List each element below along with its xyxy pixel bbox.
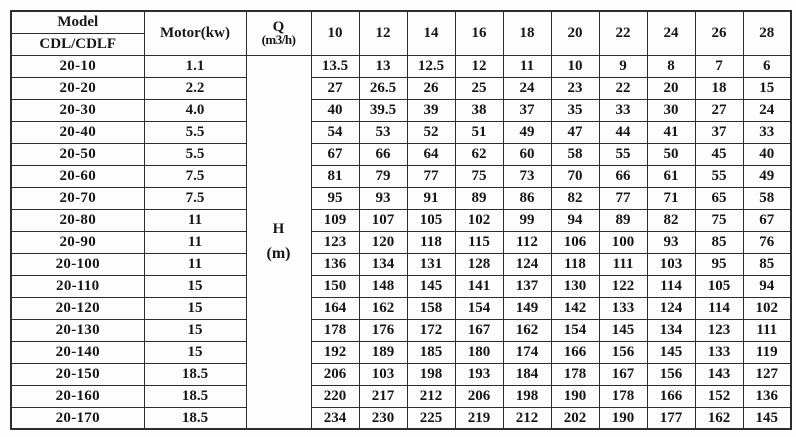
- head-value-cell: 114: [647, 275, 695, 297]
- table-row: [11, 385, 791, 407]
- motor-power-cell: 5.5: [144, 121, 246, 143]
- motor-power-cell: 4.0: [144, 99, 246, 121]
- column-header-flow-12: 12: [359, 11, 407, 55]
- head-value-cell: 189: [359, 341, 407, 363]
- head-value-cell: 39: [407, 99, 455, 121]
- column-header-flow-14: 14: [407, 11, 455, 55]
- head-value-cell: 24: [743, 99, 791, 121]
- head-value-cell: 73: [503, 165, 551, 187]
- head-value-cell: 167: [455, 319, 503, 341]
- head-value-cell: 123: [311, 231, 359, 253]
- head-value-cell: 150: [311, 275, 359, 297]
- model-cell: 20-120: [11, 297, 144, 319]
- model-cell: 20-130: [11, 319, 144, 341]
- head-value-cell: 41: [647, 121, 695, 143]
- head-value-cell: 85: [743, 253, 791, 275]
- model-cell: 20-150: [11, 363, 144, 385]
- head-value-cell: 75: [455, 165, 503, 187]
- motor-power-cell: 7.5: [144, 187, 246, 209]
- head-value-cell: 166: [647, 385, 695, 407]
- head-value-cell: 103: [647, 253, 695, 275]
- model-cell: 20-90: [11, 231, 144, 253]
- column-header-flow-20: 20: [551, 11, 599, 55]
- head-value-cell: 120: [359, 231, 407, 253]
- head-value-cell: 93: [359, 187, 407, 209]
- head-value-cell: 33: [743, 121, 791, 143]
- model-cell: 20-70: [11, 187, 144, 209]
- head-value-cell: 145: [743, 407, 791, 429]
- head-value-cell: 112: [503, 231, 551, 253]
- head-value-cell: 6: [743, 55, 791, 77]
- head-value-cell: 23: [551, 77, 599, 99]
- head-value-cell: 89: [599, 209, 647, 231]
- head-value-cell: 145: [647, 341, 695, 363]
- head-value-cell: 118: [551, 253, 599, 275]
- head-value-cell: 109: [311, 209, 359, 231]
- head-value-cell: 206: [311, 363, 359, 385]
- head-value-cell: 67: [743, 209, 791, 231]
- motor-power-cell: 15: [144, 341, 246, 363]
- motor-power-cell: 18.5: [144, 407, 246, 429]
- head-value-cell: 133: [695, 341, 743, 363]
- head-value-cell: 44: [599, 121, 647, 143]
- head-value-cell: 37: [695, 121, 743, 143]
- table-row: [11, 231, 791, 253]
- head-value-cell: 164: [311, 297, 359, 319]
- head-value-cell: 65: [695, 187, 743, 209]
- head-value-cell: 10: [551, 55, 599, 77]
- head-value-cell: 58: [743, 187, 791, 209]
- head-value-cell: 99: [503, 209, 551, 231]
- head-value-cell: 158: [407, 297, 455, 319]
- head-value-cell: 118: [407, 231, 455, 253]
- column-header-flow-unit: [246, 11, 311, 55]
- head-value-cell: 37: [503, 99, 551, 121]
- head-value-cell: 8: [647, 55, 695, 77]
- flow-unit-symbol: Q: [272, 19, 285, 36]
- head-value-cell: 142: [551, 297, 599, 319]
- head-value-cell: 52: [407, 121, 455, 143]
- head-value-cell: 60: [503, 143, 551, 165]
- head-value-cell: 198: [407, 363, 455, 385]
- head-value-cell: 130: [551, 275, 599, 297]
- head-value-cell: 124: [503, 253, 551, 275]
- model-cell: 20-170: [11, 407, 144, 429]
- motor-power-cell: 1.1: [144, 55, 246, 77]
- motor-power-cell: 11: [144, 231, 246, 253]
- head-value-cell: 217: [359, 385, 407, 407]
- head-value-cell: 212: [503, 407, 551, 429]
- model-cell: 20-160: [11, 385, 144, 407]
- head-value-cell: 47: [551, 121, 599, 143]
- head-value-cell: 51: [455, 121, 503, 143]
- column-header-model: Model: [11, 11, 144, 33]
- head-value-cell: 128: [455, 253, 503, 275]
- head-value-cell: 13: [359, 55, 407, 77]
- head-value-cell: 136: [311, 253, 359, 275]
- head-value-cell: 94: [743, 275, 791, 297]
- head-value-cell: 9: [599, 55, 647, 77]
- head-value-cell: 77: [599, 187, 647, 209]
- head-value-cell: 219: [455, 407, 503, 429]
- head-value-cell: 62: [455, 143, 503, 165]
- head-value-cell: 79: [359, 165, 407, 187]
- model-cell: 20-110: [11, 275, 144, 297]
- head-value-cell: 95: [311, 187, 359, 209]
- flow-unit-measure: (m3/h): [261, 31, 296, 47]
- motor-power-cell: 18.5: [144, 385, 246, 407]
- column-header-model-series: CDL/CDLF: [11, 33, 144, 55]
- table-row: [11, 319, 791, 341]
- head-value-cell: 86: [503, 187, 551, 209]
- head-value-cell: 174: [503, 341, 551, 363]
- motor-power-cell: 11: [144, 209, 246, 231]
- model-cell: 20-50: [11, 143, 144, 165]
- head-value-cell: 22: [599, 77, 647, 99]
- head-value-cell: 53: [359, 121, 407, 143]
- head-unit-symbol: H: [272, 220, 285, 237]
- head-value-cell: 162: [503, 319, 551, 341]
- pump-performance-table: [10, 10, 792, 430]
- head-value-cell: 93: [647, 231, 695, 253]
- head-value-cell: 166: [551, 341, 599, 363]
- head-value-cell: 12.5: [407, 55, 455, 77]
- head-value-cell: 137: [503, 275, 551, 297]
- head-value-cell: 180: [455, 341, 503, 363]
- head-value-cell: 145: [599, 319, 647, 341]
- model-cell: 20-60: [11, 165, 144, 187]
- head-value-cell: 54: [311, 121, 359, 143]
- table-row: [11, 275, 791, 297]
- column-header-motor: Motor(kw): [144, 11, 246, 55]
- head-value-cell: 49: [503, 121, 551, 143]
- column-header-flow-24: 24: [647, 11, 695, 55]
- head-value-cell: 55: [599, 143, 647, 165]
- table-row: [11, 209, 791, 231]
- head-value-cell: 156: [599, 341, 647, 363]
- head-value-cell: 64: [407, 143, 455, 165]
- column-header-flow-16: 16: [455, 11, 503, 55]
- table-row: [11, 253, 791, 275]
- head-unit-cell: [246, 55, 311, 429]
- head-value-cell: 27: [311, 77, 359, 99]
- head-value-cell: 162: [359, 297, 407, 319]
- head-value-cell: 20: [647, 77, 695, 99]
- head-value-cell: 167: [599, 363, 647, 385]
- head-value-cell: 123: [695, 319, 743, 341]
- head-value-cell: 178: [551, 363, 599, 385]
- head-value-cell: 25: [455, 77, 503, 99]
- head-value-cell: 148: [359, 275, 407, 297]
- table-row: [11, 99, 791, 121]
- head-value-cell: 26: [407, 77, 455, 99]
- head-value-cell: 202: [551, 407, 599, 429]
- head-value-cell: 75: [695, 209, 743, 231]
- header-row-top: [11, 11, 791, 33]
- column-header-flow-28: 28: [743, 11, 791, 55]
- model-cell: 20-40: [11, 121, 144, 143]
- head-unit-measure: (m): [266, 244, 291, 262]
- model-cell: 20-140: [11, 341, 144, 363]
- head-value-cell: 212: [407, 385, 455, 407]
- motor-power-cell: 7.5: [144, 165, 246, 187]
- motor-power-cell: 15: [144, 319, 246, 341]
- head-value-cell: 24: [503, 77, 551, 99]
- head-value-cell: 77: [407, 165, 455, 187]
- column-header-flow-22: 22: [599, 11, 647, 55]
- head-value-cell: 105: [695, 275, 743, 297]
- head-value-cell: 162: [695, 407, 743, 429]
- head-value-cell: 124: [647, 297, 695, 319]
- head-value-cell: 11: [503, 55, 551, 77]
- head-value-cell: 35: [551, 99, 599, 121]
- head-value-cell: 91: [407, 187, 455, 209]
- head-value-cell: 13.5: [311, 55, 359, 77]
- head-value-cell: 27: [695, 99, 743, 121]
- head-value-cell: 111: [599, 253, 647, 275]
- head-value-cell: 178: [599, 385, 647, 407]
- table-row: [11, 187, 791, 209]
- head-value-cell: 133: [599, 297, 647, 319]
- head-value-cell: 176: [359, 319, 407, 341]
- head-value-cell: 149: [503, 297, 551, 319]
- head-value-cell: 95: [695, 253, 743, 275]
- head-value-cell: 172: [407, 319, 455, 341]
- head-value-cell: 185: [407, 341, 455, 363]
- head-value-cell: 82: [551, 187, 599, 209]
- head-value-cell: 49: [743, 165, 791, 187]
- head-value-cell: 184: [503, 363, 551, 385]
- head-value-cell: 67: [311, 143, 359, 165]
- head-value-cell: 136: [743, 385, 791, 407]
- head-value-cell: 55: [695, 165, 743, 187]
- head-value-cell: 85: [695, 231, 743, 253]
- head-value-cell: 119: [743, 341, 791, 363]
- motor-power-cell: 2.2: [144, 77, 246, 99]
- head-value-cell: 220: [311, 385, 359, 407]
- model-cell: 20-10: [11, 55, 144, 77]
- head-value-cell: 190: [599, 407, 647, 429]
- head-value-cell: 102: [455, 209, 503, 231]
- head-value-cell: 111: [743, 319, 791, 341]
- head-value-cell: 115: [455, 231, 503, 253]
- head-value-cell: 154: [551, 319, 599, 341]
- model-cell: 20-20: [11, 77, 144, 99]
- head-value-cell: 198: [503, 385, 551, 407]
- head-value-cell: 193: [455, 363, 503, 385]
- head-value-cell: 18: [695, 77, 743, 99]
- head-value-cell: 177: [647, 407, 695, 429]
- head-value-cell: 66: [599, 165, 647, 187]
- head-value-cell: 40: [743, 143, 791, 165]
- motor-power-cell: 18.5: [144, 363, 246, 385]
- table-row: [11, 143, 791, 165]
- head-value-cell: 131: [407, 253, 455, 275]
- motor-power-cell: 5.5: [144, 143, 246, 165]
- column-header-flow-10: 10: [311, 11, 359, 55]
- head-value-cell: 154: [455, 297, 503, 319]
- head-value-cell: 61: [647, 165, 695, 187]
- table-row: [11, 165, 791, 187]
- head-value-cell: 100: [599, 231, 647, 253]
- head-value-cell: 134: [359, 253, 407, 275]
- column-header-flow-26: 26: [695, 11, 743, 55]
- model-cell: 20-30: [11, 99, 144, 121]
- head-value-cell: 66: [359, 143, 407, 165]
- model-cell: 20-80: [11, 209, 144, 231]
- head-value-cell: 114: [695, 297, 743, 319]
- head-value-cell: 33: [599, 99, 647, 121]
- table-row: [11, 363, 791, 385]
- table-row: [11, 121, 791, 143]
- head-value-cell: 71: [647, 187, 695, 209]
- head-value-cell: 230: [359, 407, 407, 429]
- table-row: [11, 341, 791, 363]
- head-value-cell: 82: [647, 209, 695, 231]
- head-value-cell: 102: [743, 297, 791, 319]
- head-value-cell: 70: [551, 165, 599, 187]
- head-value-cell: 76: [743, 231, 791, 253]
- head-value-cell: 192: [311, 341, 359, 363]
- head-value-cell: 15: [743, 77, 791, 99]
- head-value-cell: 234: [311, 407, 359, 429]
- motor-power-cell: 15: [144, 297, 246, 319]
- head-value-cell: 156: [647, 363, 695, 385]
- head-value-cell: 38: [455, 99, 503, 121]
- head-value-cell: 141: [455, 275, 503, 297]
- head-value-cell: 7: [695, 55, 743, 77]
- column-header-flow-18: 18: [503, 11, 551, 55]
- head-value-cell: 145: [407, 275, 455, 297]
- head-value-cell: 58: [551, 143, 599, 165]
- head-value-cell: 45: [695, 143, 743, 165]
- motor-power-cell: 11: [144, 253, 246, 275]
- head-value-cell: 12: [455, 55, 503, 77]
- head-value-cell: 50: [647, 143, 695, 165]
- head-value-cell: 178: [311, 319, 359, 341]
- head-value-cell: 152: [695, 385, 743, 407]
- head-value-cell: 105: [407, 209, 455, 231]
- head-value-cell: 127: [743, 363, 791, 385]
- head-value-cell: 89: [455, 187, 503, 209]
- table-row: [11, 77, 791, 99]
- motor-power-cell: 15: [144, 275, 246, 297]
- head-value-cell: 143: [695, 363, 743, 385]
- head-value-cell: 26.5: [359, 77, 407, 99]
- table-row: [11, 407, 791, 429]
- head-value-cell: 106: [551, 231, 599, 253]
- head-value-cell: 30: [647, 99, 695, 121]
- head-value-cell: 107: [359, 209, 407, 231]
- head-value-cell: 225: [407, 407, 455, 429]
- model-cell: 20-100: [11, 253, 144, 275]
- head-value-cell: 94: [551, 209, 599, 231]
- head-value-cell: 39.5: [359, 99, 407, 121]
- head-value-cell: 40: [311, 99, 359, 121]
- head-value-cell: 103: [359, 363, 407, 385]
- table-row: [11, 55, 791, 77]
- head-value-cell: 122: [599, 275, 647, 297]
- head-value-cell: 81: [311, 165, 359, 187]
- head-value-cell: 190: [551, 385, 599, 407]
- head-value-cell: 206: [455, 385, 503, 407]
- table-row: [11, 297, 791, 319]
- head-value-cell: 134: [647, 319, 695, 341]
